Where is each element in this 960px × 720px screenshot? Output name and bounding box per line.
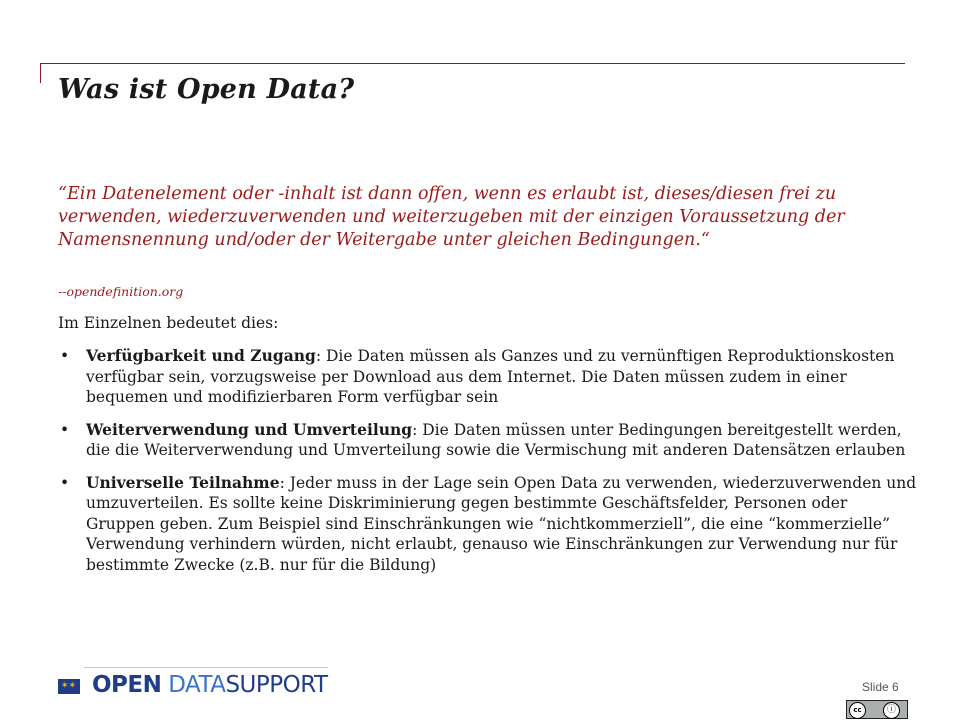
- bullet-dot: •: [60, 420, 70, 439]
- bullet-text: : Die Daten müssen als Ganzes und zu vernünftigen Reproduktionskosten verfügbar sein, vorzugsweise per Download aus dem Internet. Die Daten müssen zudem in einer bequemen und modifizierbaren Form verfügbar sein: [86, 347, 895, 406]
- top-frame-line: [40, 63, 905, 64]
- bullet-term: Verfügbarkeit und Zugang: [86, 346, 316, 365]
- bullet-availability: [58, 346, 918, 408]
- bullet-dot: •: [60, 473, 70, 492]
- bullet-text: : Jeder muss in der Lage sein Open Data zu verwenden, wiederzuverwenden und umzuverteilen. Es sollte keine Diskriminierung gegen bestimmte Geschäftsfelder, Personen oder Gruppen geben. Zum Beispiel sind Einschränkungen wie “nichtkommerziell”, die eine “kommerzielle” Verwendung verhindern würden, nicht erlaubt, genauso wie Einschränkungen zur Verwendung nur für bestimmte Zwecke (z.B. nur für die Bildung): [86, 473, 917, 574]
- bullet-participation: [58, 473, 918, 576]
- bullet-reuse: [58, 420, 918, 461]
- logo-data: DATA: [168, 672, 226, 698]
- attribution-icon: ⓘ: [883, 702, 900, 719]
- logo-open: OPEN: [92, 672, 162, 698]
- slide-number: Slide 6: [862, 680, 899, 694]
- cc-icon: cc: [849, 702, 866, 719]
- bullet-list: [58, 346, 918, 587]
- quote-source: --opendefinition.org: [58, 284, 184, 299]
- bullet-text: : Die Daten müssen unter Bedingungen bereitgestellt werden, die die Weiterverwendung und Umverteilung sowie die Vermischung mit anderen Datensätzen erlauben: [86, 420, 906, 459]
- bullet-term: Weiterverwendung und Umverteilung: [86, 419, 413, 439]
- logo-support: SUPPORT: [225, 672, 328, 698]
- definition-quote: “Ein Datenelement oder -inhalt ist dann offen, wenn es erlaubt ist, dieses/diesen frei zu verwenden, wiederzuverwenden und weiterzugeben mit der einzigen Voraussetzung der Namensnennung und/oder der Weitergabe unter gleichen Bedingungen.“: [58, 184, 845, 250]
- intro-text: Im Einzelnen bedeutet dies:: [58, 314, 279, 332]
- bullet-dot: •: [60, 347, 70, 365]
- cc-by-license-icon: [846, 700, 908, 719]
- bullet-term: Universelle Teilnahme: [86, 472, 280, 492]
- eu-flag-icon: ✶✶: [58, 679, 80, 694]
- open-data-support-logo: [58, 667, 328, 707]
- logo-text: [92, 672, 328, 698]
- slide-title: Was ist Open Data?: [58, 74, 355, 105]
- left-frame-line: [40, 63, 41, 83]
- logo-divider: [84, 667, 328, 668]
